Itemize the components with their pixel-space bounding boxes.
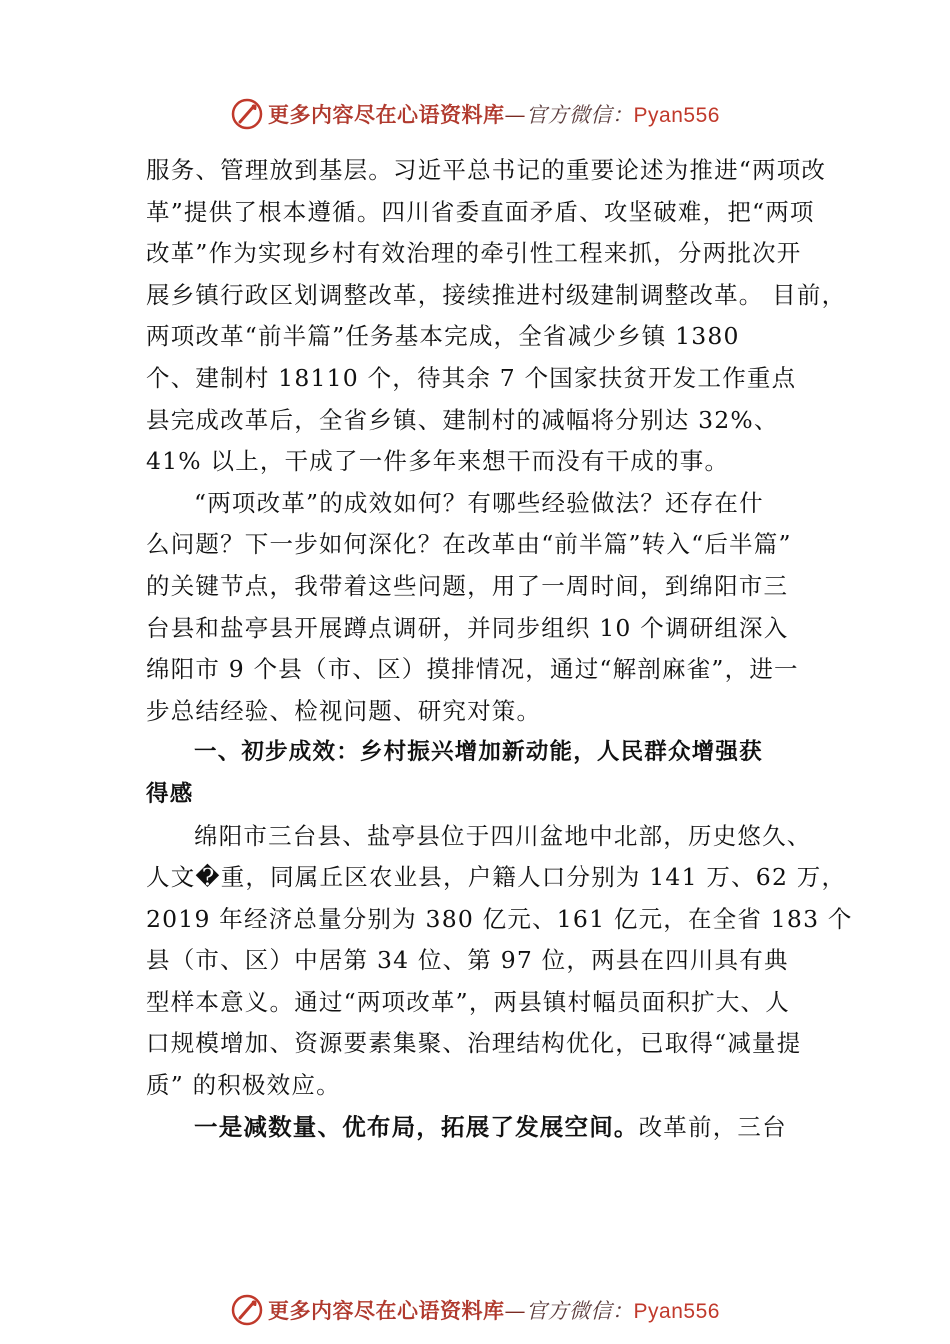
text-line: 两项改革“前半篇”任务基本完成，全省减少乡镇 1380 xyxy=(146,322,740,351)
text-line: 改革”作为实现乡村有效治理的牵引性工程来抓，分两批次开 xyxy=(146,239,802,268)
banner-prefix: 更多内容尽在心语资料库 xyxy=(268,1298,505,1323)
section-heading xyxy=(146,732,836,815)
text-continuation: 改革前，三台 xyxy=(638,1112,787,1141)
banner-wechat-label: 官方微信： xyxy=(526,103,634,127)
banner-handle: Pyan556 xyxy=(633,104,720,127)
footer-banner xyxy=(0,1290,950,1330)
heading-line: 得感 xyxy=(146,780,194,807)
banner-dash: — xyxy=(504,1299,527,1323)
text-line: 么问题？下一步如何深化？在改革由“前半篇”转入“后半篇” xyxy=(146,530,792,559)
text-line: 步总结经验、检视问题、研究对策。 xyxy=(146,696,542,725)
quill-logo-icon xyxy=(230,97,264,131)
text-line: 绵阳市 9 个县（市、区）摸排情况，通过“解剖麻雀”，进一 xyxy=(146,655,799,684)
banner-prefix: 更多内容尽在心语资料库 xyxy=(268,102,505,127)
quill-logo-icon xyxy=(230,1293,264,1327)
banner-dash: — xyxy=(504,103,527,127)
text-line: 型样本意义。通过“两项改革”，两县镇村幅员面积扩大、人 xyxy=(146,987,790,1016)
bold-lead-text: 一是减数量、优布局，拓展了发展空间。 xyxy=(194,1112,639,1141)
text-line: 台县和盐亭县开展蹲点调研，并同步组织 10 个调研组深入 xyxy=(146,613,789,642)
banner-handle: Pyan556 xyxy=(633,1300,720,1323)
text-line: 的关键节点，我带着这些问题，用了一周时间，到绵阳市三 xyxy=(146,571,789,600)
text-line: 个、建制村 18110 个，待其余 7 个国家扶贫开发工作重点 xyxy=(146,363,797,392)
text-line: 人文�重，同属丘区农业县，户籍人口分别为 141 万、62 万， xyxy=(146,863,847,892)
banner-text xyxy=(268,99,720,129)
paragraph-1 xyxy=(146,150,847,483)
heading-line: 一、初步成效：乡村振兴增加新动能，人民群众增强获 xyxy=(194,739,763,766)
text-line: 口规模增加、资源要素集聚、治理结构优化，已取得“减量提 xyxy=(146,1029,802,1058)
text-line: 县（市、区）中居第 34 位、第 97 位，两县在四川具有典 xyxy=(146,946,789,975)
paragraph-4 xyxy=(146,1107,836,1149)
paragraph-2 xyxy=(146,483,836,733)
text-line: 革”提供了根本遵循。四川省委直面矛盾、攻坚破难，把“两项 xyxy=(146,197,815,226)
text-line: 2019 年经济总量分别为 380 亿元、161 亿元，在全省 183 个 xyxy=(146,904,853,933)
document-body xyxy=(146,150,853,1148)
text-line: 县完成改革后，全省乡镇、建制村的减幅将分别达 32%、 xyxy=(146,405,779,434)
text-line: 服务、管理放到基层。习近平总书记的重要论述为推进“两项改 xyxy=(146,156,827,184)
header-banner xyxy=(0,94,950,134)
text-line: 41% 以上，干成了一件多年来想干而没有干成的事。 xyxy=(146,447,730,476)
banner-text xyxy=(268,1295,720,1325)
text-line: 质” 的积极效应。 xyxy=(146,1071,341,1100)
text-line: 展乡镇行政区划调整改革，接续推进村级建制调整改革。 目前， xyxy=(146,280,847,309)
text-line: “两项改革”的成效如何？有哪些经验做法？还存在什 xyxy=(194,488,764,517)
text-line: 绵阳市三台县、盐亭县位于四川盆地中北部，历史悠久、 xyxy=(194,821,812,850)
paragraph-3 xyxy=(146,816,853,1107)
banner-wechat-label: 官方微信： xyxy=(526,1299,634,1323)
